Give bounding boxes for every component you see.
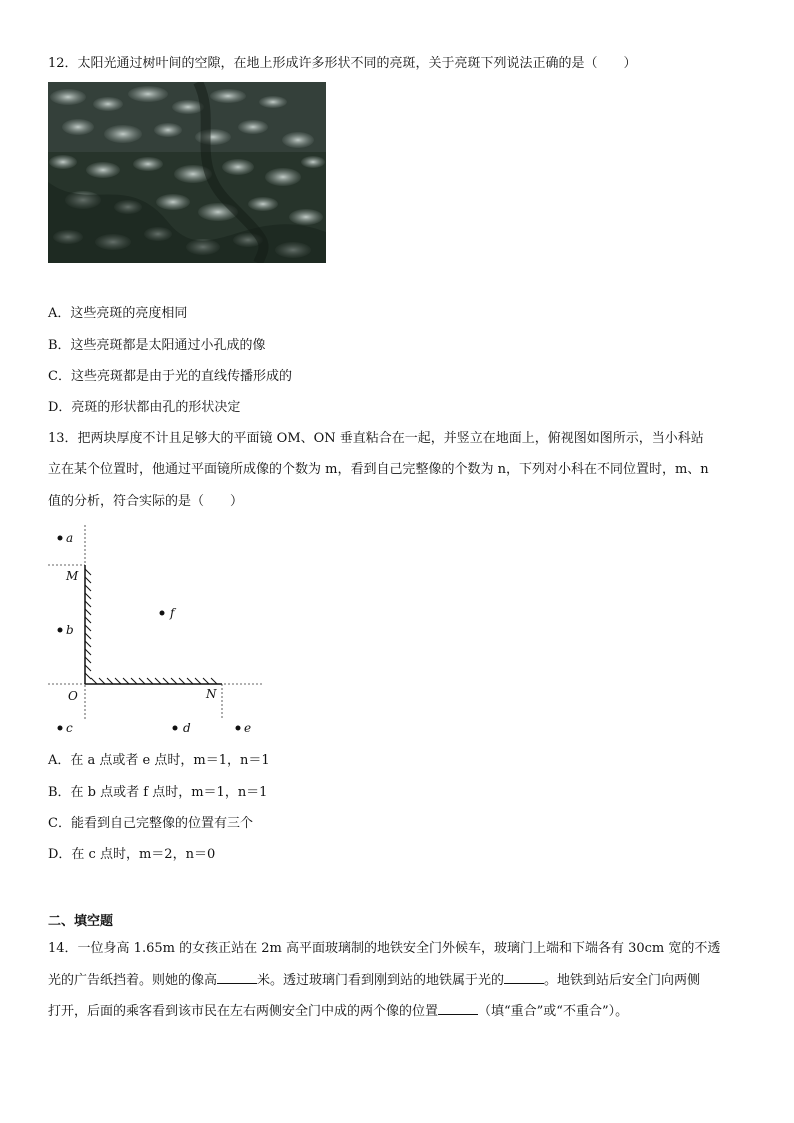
q13-stem-line1: 13．把两块厚度不计且足够大的平面镜 OM、ON 垂直粘合在一起，并竖立在地面上，俯视图如图所示，当小科站 bbox=[48, 431, 704, 446]
q14-blank-image-position[interactable] bbox=[438, 1002, 478, 1015]
q13-option-d: D．在 c 点时，m＝2，n＝0 bbox=[48, 847, 216, 862]
q14-line2-part2: 米。透过玻璃门看到刚到站的地铁属于光的 bbox=[257, 973, 505, 988]
mirror-om-hatching bbox=[85, 569, 91, 679]
q13-stem-line3: 值的分析，符合实际的是（ ） bbox=[48, 494, 244, 509]
q12-stem: 12．太阳光通过树叶间的空隙，在地上形成许多形状不同的亮斑，关于亮斑下列说法正确的是（ ） bbox=[48, 56, 637, 71]
q13-option-a: A．在 a 点或者 e 点时，m＝1，n＝1 bbox=[48, 753, 270, 768]
q14-line3-part2: （填“重合”或“不重合”）。 bbox=[478, 1004, 629, 1019]
q13-stem-line2: 立在某个位置时，他通过平面镜所成像的个数为 m，看到自己完整像的个数为 n，下列对小科在不同位置时，m、n bbox=[48, 462, 709, 477]
q14-line2-part1: 光的广告纸挡着。则她的像高 bbox=[48, 973, 218, 988]
point-c-label: c bbox=[66, 721, 73, 735]
q14-blank-light-phenomenon[interactable] bbox=[504, 971, 544, 984]
label-n: N bbox=[206, 687, 217, 701]
section-fill-in-title: 二、填空题 bbox=[48, 914, 114, 929]
q14-line3 bbox=[48, 1002, 628, 1021]
point-d-label: d bbox=[183, 721, 191, 735]
point-e-dot bbox=[236, 726, 241, 731]
tree-shadow-photo bbox=[48, 82, 326, 263]
q14-line1: 14．一位身高 1.65m 的女孩正站在 2m 高平面玻璃制的地铁安全门外候车，玻璃门上端和下端各有 30cm 宽的不透 bbox=[48, 941, 721, 956]
point-f-label: f bbox=[170, 606, 175, 620]
q13-option-b: B．在 b 点或者 f 点时，m＝1，n＝1 bbox=[48, 785, 268, 800]
photo-illustration bbox=[48, 82, 326, 263]
q14-line2-part3: 。地铁到站后安全门向两侧 bbox=[544, 973, 701, 988]
mirror-diagram bbox=[48, 525, 278, 745]
q12-option-a: A．这些亮斑的亮度相同 bbox=[48, 306, 188, 321]
q12-option-c: C．这些亮斑都是由于光的直线传播形成的 bbox=[48, 369, 292, 384]
mirror-on-hatching bbox=[91, 678, 217, 684]
point-b-label: b bbox=[66, 623, 74, 637]
point-a-dot bbox=[58, 536, 63, 541]
q12-option-b: B．这些亮斑都是太阳通过小孔成的像 bbox=[48, 338, 266, 353]
q14-line3-part1: 打开，后面的乘客看到该市民在左右两侧安全门中成的两个像的位置 bbox=[48, 1004, 439, 1019]
q14-blank-image-height[interactable] bbox=[217, 971, 257, 984]
point-b-dot bbox=[58, 628, 63, 633]
q13-option-c: C．能看到自己完整像的位置有三个 bbox=[48, 816, 253, 831]
q14-line2 bbox=[48, 971, 700, 990]
point-f-dot bbox=[160, 611, 165, 616]
label-o: O bbox=[68, 689, 78, 703]
point-d-dot bbox=[173, 726, 178, 731]
q12-option-d: D．亮斑的形状都由孔的形状决定 bbox=[48, 400, 241, 415]
point-c-dot bbox=[58, 726, 63, 731]
label-m: M bbox=[66, 569, 79, 583]
point-a-label: a bbox=[66, 531, 74, 545]
point-e-label: e bbox=[244, 721, 252, 735]
